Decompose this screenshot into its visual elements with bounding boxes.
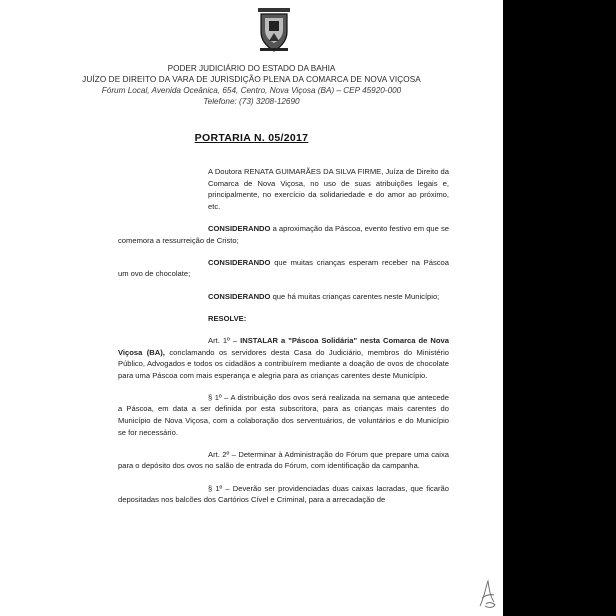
considerando-label: CONSIDERANDO [208, 291, 271, 301]
considerando-3 [118, 291, 449, 303]
preamble-paragraph: A Doutora RENATA GUIMARÃES DA SILVA FIRME, Juíza de Direito da Comarca de Nova Viçosa, no uso de suas atribuições legais e, principalmente, no exercício da solidariedade e do amor ao próximo, etc. [208, 167, 449, 211]
header-branch: PODER JUDICIÁRIO DO ESTADO DA BAHIA [167, 64, 336, 73]
document-header [0, 63, 503, 107]
dark-side-strip [503, 0, 616, 616]
article-1-bold: INSTALAR a "Páscoa Solidária" nesta Comarca de Nova Viçosa (BA), [118, 335, 449, 357]
considerando-text: que muitas crianças esperam receber na Páscoa um ovo de chocolate; [118, 257, 449, 279]
considerando-label: CONSIDERANDO [208, 223, 271, 233]
considerando-1 [118, 223, 449, 246]
coat-of-arms-icon [256, 6, 292, 54]
header-court: JUÍZO DE DIREITO DA VARA DE JURISDIÇÃO PLENA DA COMARCA DE NOVA VIÇOSA [82, 75, 421, 84]
article-1-lead: Art. 1º – [208, 335, 241, 345]
handwritten-signature [476, 578, 498, 610]
article-2: Art. 2º – Determinar à Administração do Fórum que prepare uma caixa para o depósito dos ovos no salão de entrada do Fórum, com identificação da campanha. [118, 449, 449, 471]
considerando-text: a aproximação da Páscoa, evento festivo em que se comemora a ressurreição de Cristo; [118, 223, 450, 245]
article-1 [118, 335, 449, 381]
considerando-2 [118, 257, 449, 280]
article-1-text: conclamando os servidores desta Casa do Judiciário, membros do Ministério Público, Advogados e todos os cidadãos a contribuírem mediante a doação de ovos de chocolate para uma Páscoa com mais esperança e alegria para as crianças carentes deste Município. [118, 347, 449, 380]
header-address: Fórum Local, Avenida Oceânica, 654, Centro, Nova Viçosa (BA) – CEP 45920-000 [101, 86, 402, 95]
article-1-paragraph-1: § 1º – A distribuição dos ovos será realizada na semana que antecede a Páscoa, em data a ser definida por esta subscritora, para as crianças mais carentes do Município de Nova Viçosa, com a colaboração dos serventuários, de voluntários e do Município se for necessário. [118, 392, 449, 437]
header-phone: Telefone: (73) 3208-12690 [203, 97, 300, 106]
document-title: PORTARIA N. 05/2017 [194, 132, 309, 144]
considerando-label: CONSIDERANDO [208, 257, 271, 267]
resolve-heading: RESOLVE: [208, 313, 247, 323]
article-2-paragraph-1: § 1º – Deverão ser providenciadas duas caixas lacradas, que ficarão depositadas nos balcões dos Cartórios Cível e Criminal, para a arrecadação de [118, 483, 449, 505]
considerando-text: que há muitas crianças carentes neste Município; [270, 291, 440, 301]
document-body [118, 166, 449, 516]
